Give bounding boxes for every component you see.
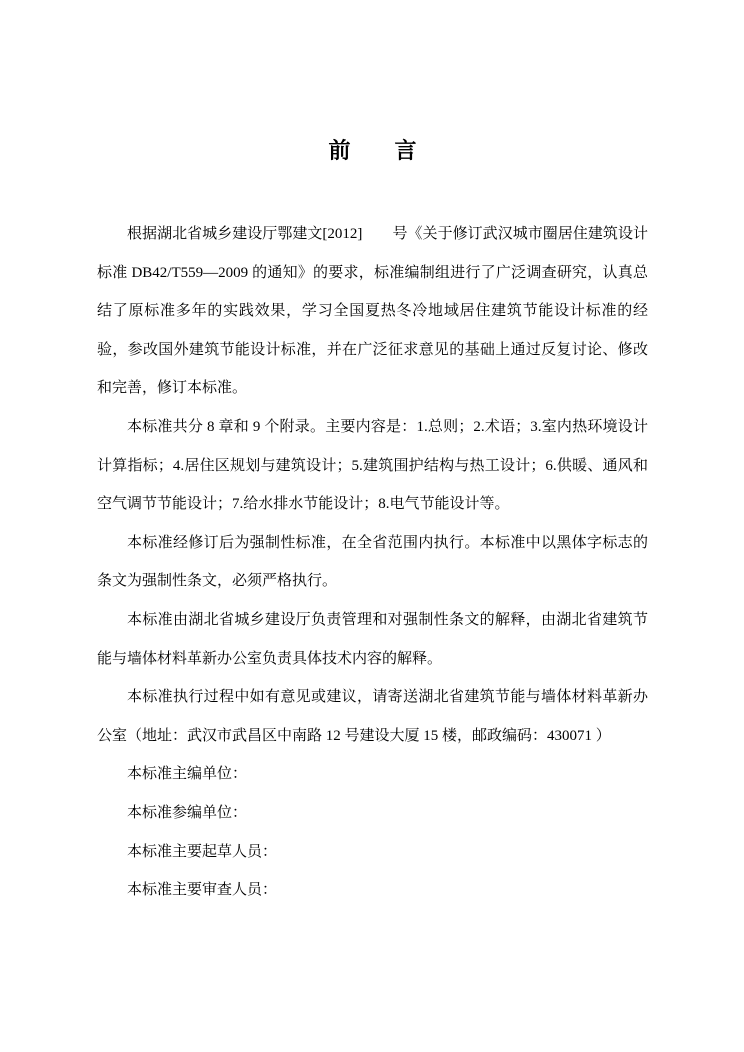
paragraph-mandatory: 本标准经修订后为强制性标准，在全省范围内执行。本标准中以黑体字标志的条文为强制性条文，必须严格执行。 bbox=[97, 534, 648, 590]
paragraph-review-staff: 本标准主要审查人员： bbox=[127, 882, 278, 899]
paragraph-chief-editor-unit: 本标准主编单位： bbox=[127, 766, 248, 783]
page-title: 前 言 bbox=[328, 138, 417, 163]
paragraph-participating-units: 本标准参编单位： bbox=[127, 804, 248, 821]
paragraph-intro: 根据湖北省城乡建设厅鄂建文[2012] 号《关于修订武汉城市圈居住建筑设计标准 DB42/T559—2009 的通知》的要求，标准编制组进行了广泛调查研究，认真总结了原标准多年的实践效果，学习全国夏热冬冷地域居住建筑节能设计标准的经验，参改国外建筑节能设计标准，并在广泛征求意见的基础上通过反复讨论、修改和完善，修订本标准。 bbox=[97, 226, 648, 397]
paragraph-contents: 本标准共分 8 章和 9 个附录。主要内容是：1.总则；2.术语；3.室内热环境设计计算指标；4.居住区规划与建筑设计；5.建筑围护结构与热工设计；6.供暖、通风和空气调节节能设计；7.给水排水节能设计；8.电气节能设计等。 bbox=[97, 418, 648, 513]
paragraph-feedback-address: 本标准执行过程中如有意见或建议，请寄送湖北省建筑节能与墙体材料革新办公室（地址：武汉市武昌区中南路 12 号建设大厦 15 楼，邮政编码：430071 ） bbox=[97, 689, 648, 744]
paragraph-drafting-staff: 本标准主要起草人员： bbox=[127, 843, 278, 860]
paragraph-management: 本标准由湖北省城乡建设厅负责管理和对强制性条文的解释，由湖北省建筑节能与墙体材料革新办公室负责具体技术内容的解释。 bbox=[97, 611, 648, 667]
